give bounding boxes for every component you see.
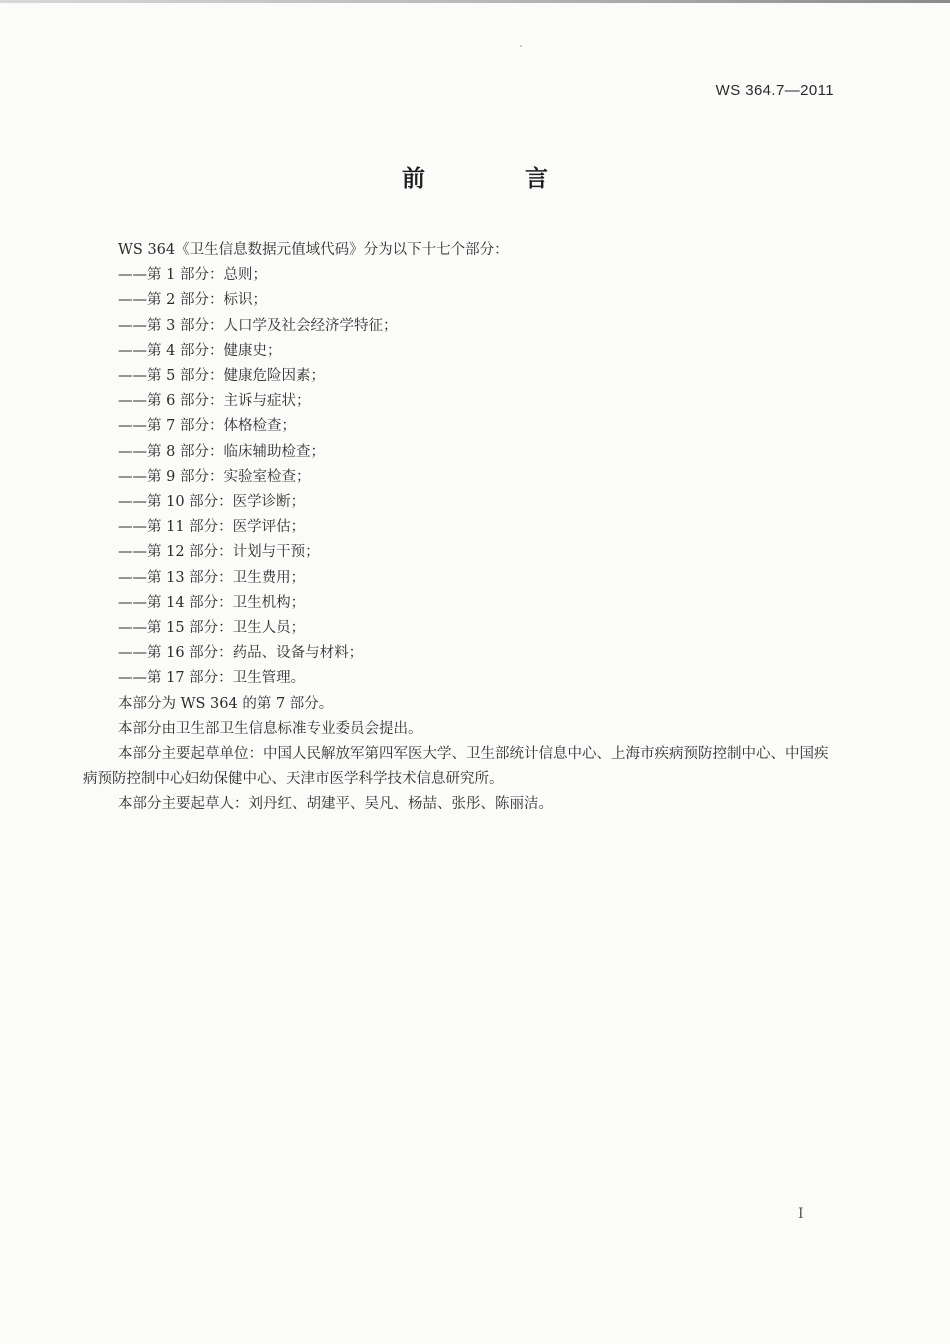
- list-item: ——第 4 部分：健康史；: [118, 342, 282, 359]
- proposed-by-statement: 本部分由卫生部卫生信息标准专业委员会提出。: [118, 720, 423, 737]
- list-item: ——第 12 部分：计划与干预；: [118, 544, 320, 561]
- list-item: ——第 10 部分：医学诊断；: [118, 494, 306, 511]
- foreword-body: [83, 238, 833, 818]
- drafters-statement: 本部分主要起草人：刘丹红、胡建平、吴凡、杨喆、张彤、陈丽洁。: [118, 796, 553, 813]
- page-number: I: [798, 1206, 804, 1222]
- list-item: ——第 14 部分：卫生机构；: [118, 594, 306, 611]
- list-item: ——第 1 部分：总则；: [118, 267, 267, 284]
- scan-top-edge: [0, 0, 950, 3]
- list-item: ——第 3 部分：人口学及社会经济学特征；: [118, 317, 398, 334]
- list-item: ——第 15 部分：卫生人员；: [118, 620, 306, 637]
- standard-code: WS 364.7—2011: [715, 82, 834, 99]
- list-item: ——第 16 部分：药品、设备与材料；: [118, 645, 364, 662]
- list-item: ——第 8 部分：临床辅助检查；: [118, 443, 325, 460]
- list-item: ——第 11 部分：医学评估；: [118, 519, 306, 536]
- intro-paragraph: WS 364《卫生信息数据元值域代码》分为以下十七个部分：: [118, 242, 509, 258]
- scan-speck: [520, 45, 522, 47]
- list-item: ——第 9 部分：实验室检查；: [118, 468, 311, 485]
- list-item: ——第 6 部分：主诉与症状；: [118, 393, 311, 410]
- page-title: 前 言: [401, 166, 594, 192]
- list-item: ——第 5 部分：健康危险因素；: [118, 368, 325, 385]
- list-item: ——第 17 部分：卫生管理。: [118, 670, 306, 687]
- parts-list: [83, 263, 833, 691]
- drafting-units-statement: 本部分主要起草单位：中国人民解放军第四军医大学、卫生部统计信息中心、上海市疾病预防控制中心、中国疾病预防控制中心妇幼保健中心、天津市医学科学技术信息研究所。: [83, 746, 829, 788]
- part-of-statement: 本部分为 WS 364 的第 7 部分。: [118, 695, 334, 712]
- list-item: ——第 13 部分：卫生费用；: [118, 569, 306, 586]
- list-item: ——第 2 部分：标识；: [118, 292, 267, 309]
- list-item: ——第 7 部分：体格检查；: [118, 418, 296, 435]
